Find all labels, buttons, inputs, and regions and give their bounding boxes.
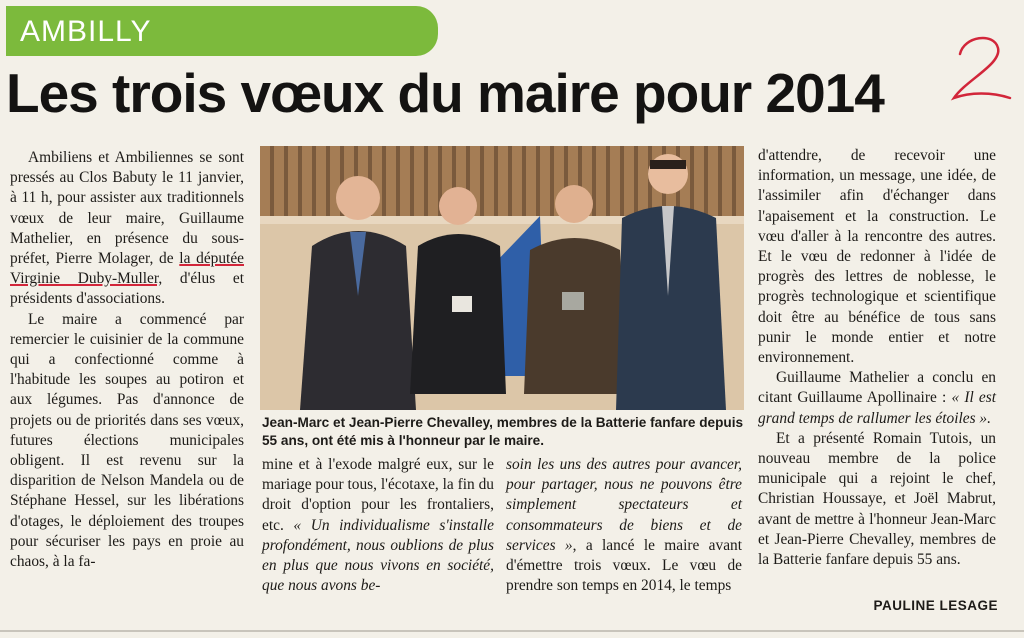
italic-quote: « Il est grand temps de rallumer les étoiles ».: [758, 389, 997, 427]
text-run: , a lancé le maire avant d'émettre trois vœux. Le vœu de prendre son temps en 2014, le temps: [506, 536, 742, 595]
author-byline: PAULINE LESAGE: [873, 598, 998, 613]
paragraph: Et a présenté Romain Tutois, un nouveau membre de la police municipale qui a rejoint le chef, Christian Houssaye, et Joël Mabrut, avant de mettre à l'honneur Jean-Marc et Jean-Pierre Chevalley, membres de la Batterie fanfare depuis 55 ans.: [758, 429, 996, 569]
article-photo: [260, 146, 744, 410]
italic-quote: soin les uns des autres pour avancer, pour partager, nous ne pouvons être simplement spectateurs et consommateurs de biens et de services »: [506, 456, 742, 554]
photo-illustration: [260, 146, 744, 410]
paragraph: [10, 148, 244, 310]
article-column-3: [506, 455, 742, 596]
paragraph: [758, 368, 996, 429]
section-label-text: AMBILLY: [20, 15, 152, 48]
paragraph: [262, 455, 494, 596]
article-column-4: [758, 146, 996, 570]
text-run: Ambiliens et Ambiliennes se sont pressés au Clos Babuty le 11 janvier, à 11 h, pour assister aux traditionnels vœux de leur maire, Guillaume Mathelier, en présence du sous-préfet, Pierre Molager, de: [10, 149, 244, 268]
photo-caption: Jean-Marc et Jean-Pierre Chevalley, membres de la Batterie fanfare depuis 55 ans, ont été mis à l'honneur par le maire.: [262, 415, 744, 448]
text-run: d'élus et présidents d'associations.: [10, 270, 244, 308]
section-label: [6, 6, 438, 56]
paragraph: d'attendre, de recevoir une information, un message, une idée, de l'assimiler afin d'échanger dans l'apaisement et la construction. Le vœu d'aller à la rencontre des autres. Et le vœu de redonner à l'idée de progrès des lettres de noblesse, le progrès technologique et scientifique doit être au bénéfice de tous sans punir le monde entier et notre environnement.: [758, 147, 996, 367]
text-run: mine et à l'exode malgré eux, sur le mariage pour tous, l'écotaxe, la fin du droit d'option pour les frontaliers, etc.: [262, 456, 494, 534]
text-run: Guillaume Mathelier a conclu en citant Guillaume Apollinaire :: [758, 369, 996, 407]
article-column-2: [262, 455, 494, 596]
paragraph: [506, 455, 742, 596]
article-column-1: [10, 148, 244, 572]
handwritten-page-number: [946, 28, 1016, 108]
bottom-rule: [0, 630, 1024, 632]
article-headline: Les trois vœux du maire pour 2014: [6, 62, 884, 124]
italic-quote: « Un individualisme s'installe profondément, nous oublions de plus en plus que nous vivons en société, que nous avons be-: [262, 516, 494, 595]
underlined-text: la députée Virginie Duby-Muller,: [10, 250, 244, 288]
paragraph: Le maire a commencé par remercier le cuisinier de la commune qui a confectionné comme à l'habitude les soupes au potiron et aux légumes. Pas d'annonce de projets ou de priorités dans ses vœux, futures élections municipales obligent. Il est revenu sur la disparition de Nelson Mandela ou de Stéphane Hessel, sur les libérations d'otages, le déploiement des troupes pour sécuriser les pays en proie au chaos, à la fa-: [10, 310, 244, 571]
